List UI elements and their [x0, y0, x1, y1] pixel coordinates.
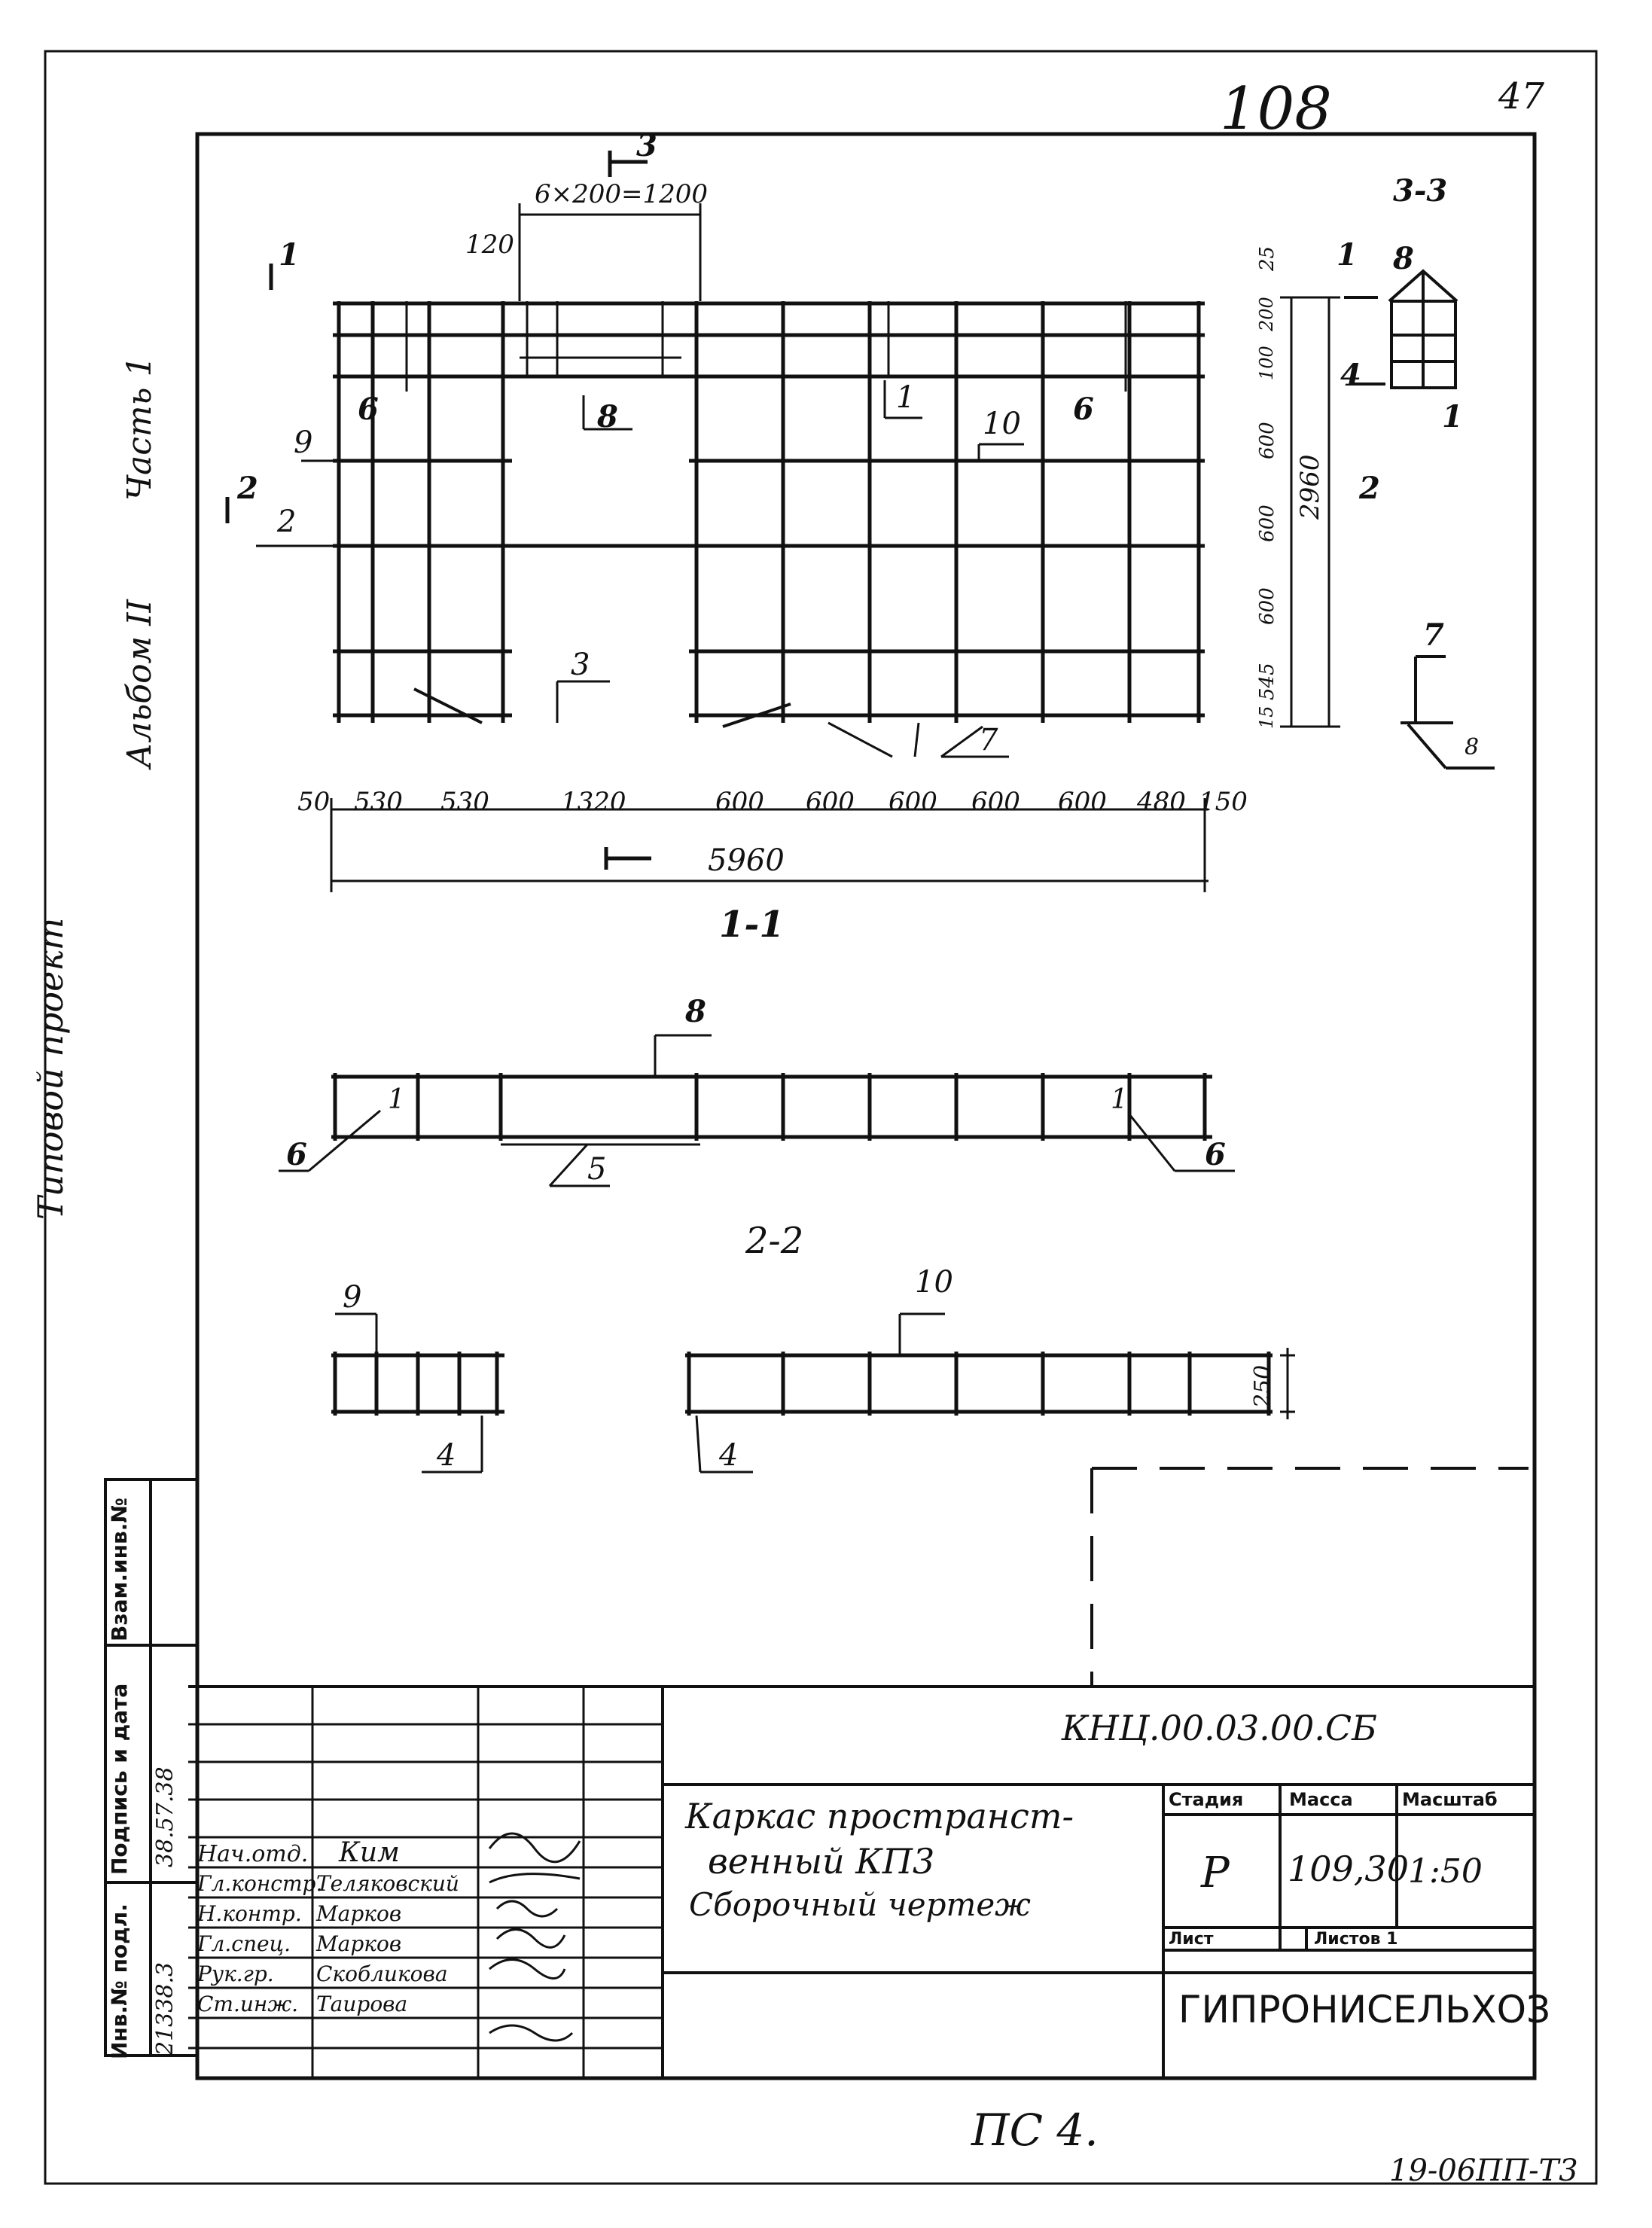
dim-right-3: 600 — [1256, 422, 1279, 459]
staff-role-3: Гл.спец. — [197, 1931, 291, 1956]
pos-8-section-top: 8 — [1393, 241, 1414, 276]
section-3-3-title: 3-3 — [1393, 173, 1448, 209]
cut-mark-1: 1 — [279, 237, 300, 273]
staff-role-5: Ст.инж. — [197, 1992, 299, 2016]
cut-mark-1-right: 1 — [1337, 237, 1358, 273]
pos-10-section: 10 — [915, 1265, 953, 1300]
pos-6-elev-right: 6 — [1073, 392, 1094, 427]
dim-250: 250 — [1250, 1364, 1276, 1408]
pos-4-section: 4 — [1340, 358, 1361, 393]
title-line-1: Каркас пространст- — [685, 1796, 1074, 1836]
page-number-right: 47 — [1498, 75, 1545, 117]
title-line-2: венный КП3 — [708, 1841, 935, 1882]
pos-9-section: 9 — [343, 1280, 362, 1315]
cut-mark-2-right: 2 — [1359, 471, 1380, 506]
dim-right-1: 200 — [1256, 297, 1277, 331]
dim-bottom-10: 150 — [1199, 787, 1248, 817]
pos-2-elev: 2 — [277, 504, 297, 539]
footer-mark: ПС 4. — [971, 2105, 1099, 2156]
dim-right-7: 15 — [1256, 706, 1277, 729]
col-scale-label: Масштаб — [1402, 1789, 1498, 1810]
dim-bottom-8: 600 — [1058, 787, 1107, 817]
elevation-view — [333, 301, 1205, 727]
sheet-label: Лист — [1169, 1930, 1214, 1949]
cut-mark-2: 2 — [237, 471, 258, 506]
org-name: ГИПРОНИСЕЛЬХОЗ — [1178, 1988, 1551, 2031]
section-1-1-view — [279, 1035, 1235, 1186]
project-label: Типовой проект — [30, 917, 71, 1220]
pos-9-elev: 9 — [294, 425, 313, 460]
pos-1-section: 1 — [1442, 399, 1463, 434]
dim-bottom-3: 1320 — [561, 787, 626, 817]
inv-value: 21338.3 — [152, 1961, 178, 2056]
sign-date-label: Подпись и дата — [107, 1683, 132, 1875]
staff-name-1: Теляковский — [316, 1871, 459, 1896]
pos-6-elev-left: 6 — [358, 392, 379, 427]
dim-120: 120 — [465, 230, 514, 260]
pos-6-plan-right: 6 — [1205, 1137, 1226, 1172]
pos-3-elev: 3 — [571, 648, 590, 682]
dim-right-2: 100 — [1256, 346, 1277, 380]
pos-8-plan: 8 — [685, 994, 706, 1029]
staff-role-1: Гл.констр. — [197, 1871, 323, 1896]
dim-bottom-1: 530 — [354, 787, 403, 817]
dim-bottom-5: 600 — [806, 787, 855, 817]
inv-repl-label: Взам.инв.№ — [107, 1497, 132, 1641]
dim-bottom-6: 600 — [888, 787, 937, 817]
pos-8-elev: 8 — [597, 399, 618, 434]
section-1-1-title: 1-1 — [719, 904, 785, 946]
pos-1-elev: 1 — [896, 380, 916, 415]
dim-bottom-0: 50 — [297, 787, 331, 817]
staff-name-3: Марков — [316, 1931, 402, 1956]
part-label: Часть 1 — [120, 355, 159, 501]
staff-name-4: Скобликова — [316, 1961, 448, 1986]
title-line-3: Сборочный чертеж — [689, 1886, 1031, 1923]
pos-7-section: 7 — [1423, 617, 1444, 653]
staff-name-2: Марков — [316, 1901, 402, 1926]
pos-5-plan: 5 — [587, 1152, 607, 1187]
page-number-bottom: 19-06ПП-Т3 — [1389, 2153, 1578, 2188]
scale-value: 1:50 — [1408, 1852, 1483, 1891]
dim-bottom-4: 600 — [715, 787, 764, 817]
section-2-2-view — [331, 1314, 1295, 1472]
staff-name-5: Таирова — [316, 1992, 408, 2016]
dim-right-5: 600 — [1256, 587, 1279, 625]
pos-6-plan-left: 6 — [286, 1137, 307, 1172]
dashed-outline — [1092, 1468, 1529, 1687]
pos-4-right: 4 — [719, 1438, 739, 1473]
album-label: Альбом II — [120, 599, 159, 768]
cut-mark-3: 3 — [636, 128, 657, 163]
dim-right-4: 600 — [1256, 504, 1279, 542]
dim-bottom-7: 600 — [971, 787, 1020, 817]
staff-role-2: Н.контр. — [197, 1901, 302, 1926]
pos-1-plan-left: 1 — [388, 1084, 405, 1115]
page-number-top: 108 — [1220, 75, 1332, 143]
dim-bottom-9: 480 — [1137, 787, 1186, 817]
date-value: 38.57.38 — [152, 1766, 178, 1867]
doc-code: КНЦ.00.03.00.СБ — [1062, 1708, 1377, 1748]
pos-10-elev: 10 — [983, 407, 1021, 441]
section-3-3-view — [1344, 271, 1495, 768]
sheets-label: Листов 1 — [1314, 1930, 1398, 1949]
stage-value: Р — [1201, 1849, 1230, 1897]
pos-1-plan-right: 1 — [1111, 1084, 1128, 1115]
dim-right-0: 25 — [1256, 245, 1279, 271]
col-stage-label: Стадия — [1169, 1789, 1244, 1810]
dim-height: 2960 — [1295, 454, 1325, 520]
dim-right-6: 545 — [1256, 663, 1279, 700]
pos-8-section-bottom: 8 — [1465, 734, 1480, 760]
pos-4-left: 4 — [437, 1438, 456, 1473]
staff-role-4: Рук.гр. — [197, 1961, 274, 1986]
staff-name-0: Ким — [339, 1837, 400, 1868]
pos-7-elev: 7 — [979, 723, 998, 757]
inv-orig-label: Инв.№ подл. — [107, 1903, 132, 2059]
col-mass-label: Масса — [1289, 1789, 1353, 1810]
dim-top-spacing: 6×200=1200 — [535, 179, 709, 209]
dim-bottom-2: 530 — [440, 787, 489, 817]
section-2-2-title: 2-2 — [745, 1220, 804, 1262]
mass-value: 109,30 — [1288, 1849, 1409, 1889]
staff-role-0: Нач.отд. — [197, 1841, 309, 1867]
dim-total: 5960 — [708, 843, 785, 878]
